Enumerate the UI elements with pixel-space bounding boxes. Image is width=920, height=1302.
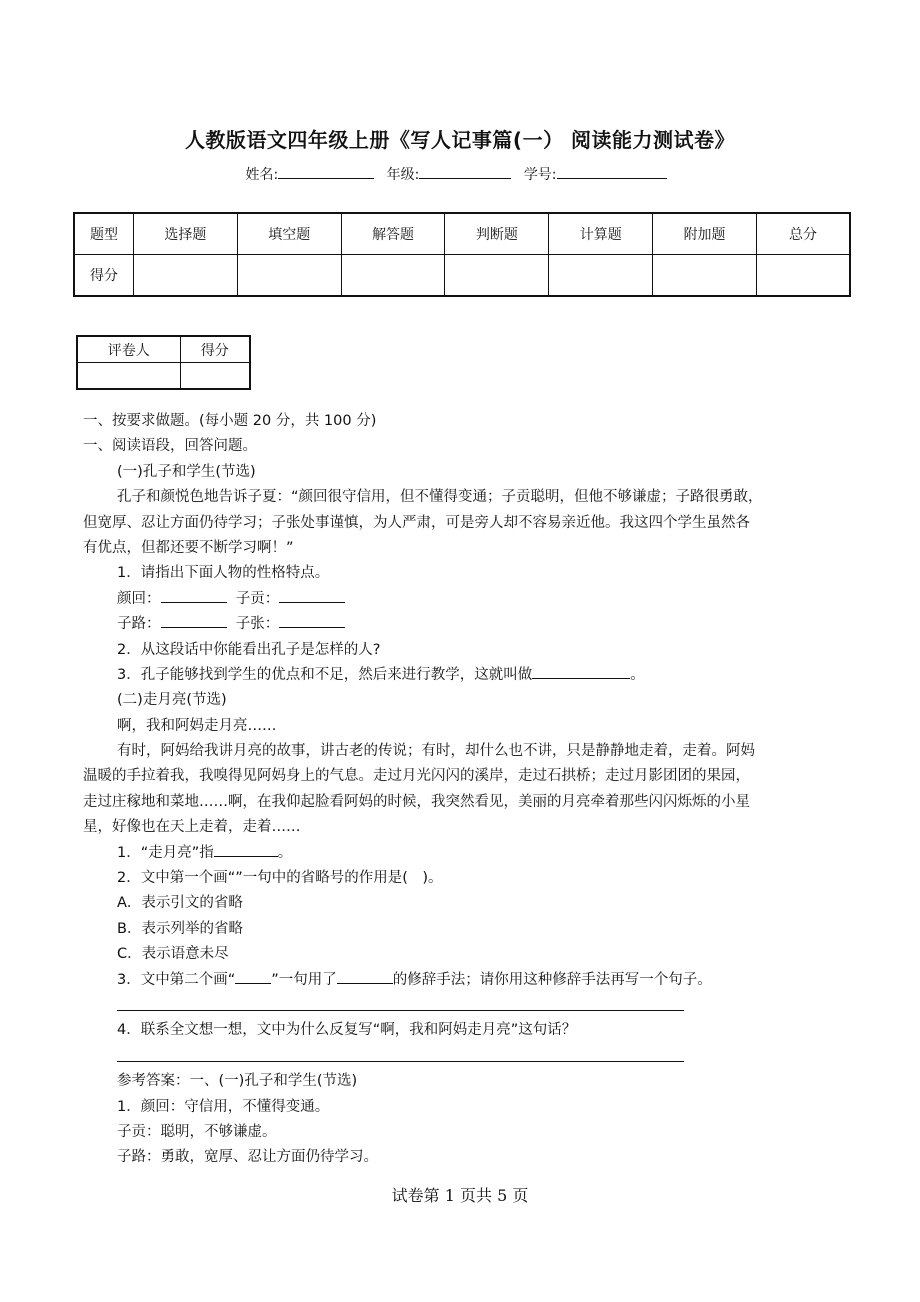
answer-blank[interactable] <box>337 968 393 984</box>
question-text: 。 <box>630 666 645 683</box>
passage-line: 孔子和颜悦色地告诉子夏：“颜回很守信用，但不懂得变通；子贡聪明，但他不够谦虚；子路很勇敢， <box>117 489 763 506</box>
grader-header-cell: 评卷人 <box>77 336 180 363</box>
answer-key-heading: 参考答案：一、(一)孔子和学生(节选) <box>117 1073 358 1090</box>
answer-blank[interactable] <box>214 841 278 857</box>
choice-option[interactable]: C．表示语意未尽 <box>117 946 229 963</box>
answer-blank[interactable] <box>279 587 345 603</box>
score-cell[interactable] <box>341 255 445 297</box>
answer-blank[interactable] <box>161 587 227 603</box>
passage-line: 有时，阿妈给我讲月亮的故事，讲古老的传说；有时，却什么也不讲，只是静静地走着，走着。阿妈 <box>117 743 755 760</box>
score-cell[interactable] <box>445 255 549 297</box>
id-field[interactable] <box>557 164 667 179</box>
question-text: ”一句用了 <box>271 971 337 988</box>
answer-line[interactable] <box>83 993 843 1018</box>
score-cell[interactable] <box>757 255 851 297</box>
passage-line: 但宽厚、忍让方面仍待学习；子张处事谨慎，为人严肃，可是旁人却不容易亲近他。我这四个学生虽然各 <box>83 514 750 531</box>
score-cell[interactable] <box>237 255 341 297</box>
exam-title: 人教版语文四年级上册《写人记事篇(一） 阅读能力测试卷》 <box>184 128 736 152</box>
blank-label: 颜回： <box>117 590 161 607</box>
page-footer: 试卷第 1 页共 5 页 <box>391 1186 529 1205</box>
score-header-cell: 计算题 <box>549 213 653 255</box>
score-cell[interactable] <box>549 255 653 297</box>
answer-key-line: 子路：勇敢，宽厚、忍让方面仍待学习。 <box>117 1149 378 1166</box>
exam-body <box>83 409 843 1171</box>
blank-label: 子张： <box>235 616 280 633</box>
choice-option[interactable]: A．表示引文的省略 <box>117 895 243 912</box>
question-text: 。 <box>277 844 293 861</box>
answer-blank-line <box>83 612 843 637</box>
answer-blank[interactable] <box>161 612 227 628</box>
score-cell[interactable] <box>653 255 757 297</box>
question: 1．请指出下面人物的性格特点。 <box>117 565 330 582</box>
answer-blank[interactable] <box>235 968 271 984</box>
score-table <box>73 212 851 297</box>
choice-option[interactable]: B．表示列举的省略 <box>117 920 243 937</box>
passage-line: 星，好像也在天上走着，走着…… <box>83 819 301 836</box>
grader-cell[interactable] <box>77 363 180 390</box>
passage-line: 有优点，但都还要不断学习啊！” <box>83 539 294 556</box>
answer-blank-line <box>83 587 843 612</box>
question: 2．文中第一个画“”一句中的省略号的作用是( )。 <box>117 870 443 887</box>
name-label: 姓名: <box>245 167 279 183</box>
passage-title: (二)走月亮(节选) <box>117 692 227 709</box>
passage-title: (一)孔子和学生(节选) <box>117 463 256 480</box>
section-heading: 一、阅读语段，回答问题。 <box>83 438 257 455</box>
question-text: 1．“走月亮”指 <box>117 844 214 861</box>
id-label: 学号: <box>523 167 557 183</box>
answer-key-line: 子贡：聪明，不够谦虚。 <box>117 1123 277 1140</box>
score-header-cell: 附加题 <box>653 213 757 255</box>
grade-field[interactable] <box>419 164 511 179</box>
grader-cell[interactable] <box>180 363 250 390</box>
score-header-cell: 题型 <box>74 213 134 255</box>
question-text: 3．孔子能够找到学生的优点和不足，然后来进行教学，这就叫做 <box>117 666 533 683</box>
score-cell[interactable] <box>134 255 238 297</box>
blank-label: 子路： <box>117 616 161 633</box>
grader-header-cell: 得分 <box>180 336 250 363</box>
answer-line[interactable] <box>83 1044 843 1069</box>
grader-table <box>76 335 251 390</box>
passage-line: 走过庄稼地和菜地……啊，在我仰起脸看阿妈的时候，我突然看见，美丽的月亮牵着那些闪闪烁烁的小星 <box>83 793 750 810</box>
answer-blank[interactable] <box>279 612 345 628</box>
question-text: 3．文中第二个画“ <box>117 971 236 988</box>
score-header-cell: 选择题 <box>134 213 238 255</box>
question <box>83 841 843 866</box>
answer-blank[interactable] <box>532 663 630 679</box>
answer-key-line: 1．颜回：守信用，不懂得变通。 <box>117 1098 330 1115</box>
score-header-cell: 解答题 <box>341 213 445 255</box>
section-heading: 一、按要求做题。(每小题 20 分，共 100 分) <box>83 413 377 429</box>
student-info <box>0 164 920 184</box>
score-header-cell: 总分 <box>757 213 851 255</box>
passage-line: 啊，我和阿妈走月亮…… <box>117 717 277 734</box>
question <box>83 663 843 688</box>
blank-label: 子贡： <box>235 590 280 607</box>
name-field[interactable] <box>278 164 374 179</box>
question: 4．联系全文想一想，文中为什么反复写“啊，我和阿妈走月亮”这句话？ <box>117 1022 577 1039</box>
passage-line: 温暖的手拉着我，我嗅得见阿妈身上的气息。走过月光闪闪的溪岸，走过石拱桥；走过月影团团的果园， <box>83 768 750 785</box>
score-value-row <box>74 255 850 297</box>
score-header-cell: 判断题 <box>445 213 549 255</box>
question <box>83 968 843 993</box>
score-row-label: 得分 <box>74 255 134 297</box>
grade-label: 年级: <box>386 167 420 183</box>
question-text: 的修辞手法；请你用这种修辞手法再写一个句子。 <box>392 971 712 988</box>
question: 2．从这段话中你能看出孔子是怎样的人? <box>117 641 381 658</box>
score-header-row <box>74 213 850 255</box>
score-header-cell: 填空题 <box>237 213 341 255</box>
